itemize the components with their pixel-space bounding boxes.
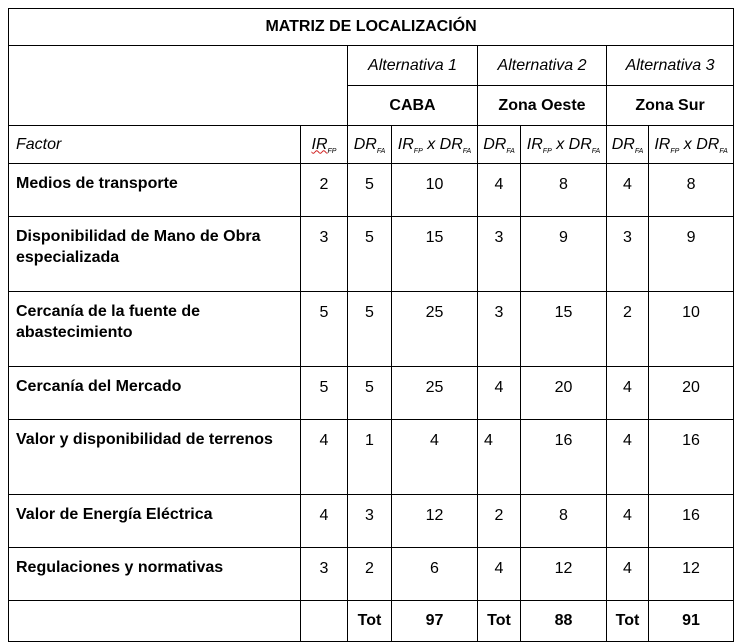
product-cell-alt3: 12: [649, 548, 734, 601]
total-label-alt1: Tot: [348, 601, 392, 642]
factor-cell: Valor y disponibilidad de terrenos: [9, 420, 301, 495]
total-label-alt2: Tot: [478, 601, 521, 642]
ir-cell: 5: [301, 367, 348, 420]
dr-cell-alt3: 4: [607, 367, 649, 420]
dr-header-alt2: $DR_{FA}$: [478, 126, 521, 164]
ir-cell: 4: [301, 420, 348, 495]
dr-cell-alt3: 4: [607, 548, 649, 601]
dr-header-alt3: $DR_{FA}$: [607, 126, 649, 164]
factor-cell: Disponibilidad de Mano de Obra especializada: [9, 217, 301, 292]
dr-cell-alt2: 4: [478, 164, 521, 217]
alternative-2-label: Alternativa 2: [478, 46, 607, 86]
dr-cell-alt2: 3: [478, 217, 521, 292]
factor-cell: Regulaciones y normativas: [9, 548, 301, 601]
dr-cell-alt2: 2: [478, 495, 521, 548]
alternative-1-label: Alternativa 1: [348, 46, 478, 86]
alternative-3-label: Alternativa 3: [607, 46, 734, 86]
product-header-alt1: $IR_{FP}$ x $DR_{FA}$: [392, 126, 478, 164]
table-row: [9, 420, 734, 495]
totals-blank-factor: [9, 601, 301, 642]
table-row: [9, 367, 734, 420]
product-cell-alt2: 16: [521, 420, 607, 495]
dr-cell-alt3: 4: [607, 164, 649, 217]
product-cell-alt3: 10: [649, 292, 734, 367]
table-row: [9, 292, 734, 367]
product-cell-alt1: 6: [392, 548, 478, 601]
factor-header: Factor: [9, 126, 301, 164]
factor-cell: Medios de transporte: [9, 164, 301, 217]
matrix-title: MATRIZ DE LOCALIZACIÓN: [9, 9, 734, 46]
product-cell-alt3: 9: [649, 217, 734, 292]
product-header-alt3: $IR_{FP}$ x $DR_{FA}$: [649, 126, 734, 164]
total-value-alt3: 91: [649, 601, 734, 642]
dr-cell-alt1: 3: [348, 495, 392, 548]
ir-cell: 3: [301, 217, 348, 292]
product-cell-alt1: 15: [392, 217, 478, 292]
product-cell-alt1: 25: [392, 292, 478, 367]
table-row: [9, 548, 734, 601]
product-cell-alt3: 16: [649, 495, 734, 548]
total-value-alt2: 88: [521, 601, 607, 642]
table-row: [9, 164, 734, 217]
dr-cell-alt2: 4: [478, 548, 521, 601]
product-cell-alt1: 12: [392, 495, 478, 548]
ir-cell: 2: [301, 164, 348, 217]
product-cell-alt1: 10: [392, 164, 478, 217]
ir-cell: 4: [301, 495, 348, 548]
product-cell-alt2: 15: [521, 292, 607, 367]
product-cell-alt1: 4: [392, 420, 478, 495]
ir-header: $IR_{FP}$: [301, 126, 348, 164]
ir-cell: 3: [301, 548, 348, 601]
dr-cell-alt1: 5: [348, 292, 392, 367]
product-header-alt2: $IR_{FP}$ x $DR_{FA}$: [521, 126, 607, 164]
product-cell-alt1: 25: [392, 367, 478, 420]
dr-header-alt1: $DR_{FA}$: [348, 126, 392, 164]
alternative-2-place: Zona Oeste: [478, 86, 607, 126]
dr-cell-alt2: 4: [478, 420, 521, 495]
ir-cell: 5: [301, 292, 348, 367]
dr-cell-alt1: 5: [348, 164, 392, 217]
factor-cell: Cercanía de la fuente de abastecimiento: [9, 292, 301, 367]
factor-cell: Cercanía del Mercado: [9, 367, 301, 420]
product-cell-alt2: 20: [521, 367, 607, 420]
factor-cell: Valor de Energía Eléctrica: [9, 495, 301, 548]
total-label-alt3: Tot: [607, 601, 649, 642]
totals-row: [9, 601, 734, 642]
dr-cell-alt3: 3: [607, 217, 649, 292]
table-row: [9, 495, 734, 548]
product-cell-alt2: 8: [521, 164, 607, 217]
localization-matrix: [8, 8, 734, 642]
dr-cell-alt3: 4: [607, 420, 649, 495]
dr-cell-alt2: 3: [478, 292, 521, 367]
dr-cell-alt2: 4: [478, 367, 521, 420]
table-row: [9, 217, 734, 292]
alternative-1-place: CABA: [348, 86, 478, 126]
dr-cell-alt3: 4: [607, 495, 649, 548]
product-cell-alt2: 8: [521, 495, 607, 548]
header-blank-cell: [9, 46, 348, 126]
dr-cell-alt3: 2: [607, 292, 649, 367]
alternative-3-place: Zona Sur: [607, 86, 734, 126]
product-cell-alt2: 12: [521, 548, 607, 601]
dr-cell-alt1: 5: [348, 367, 392, 420]
dr-cell-alt1: 1: [348, 420, 392, 495]
dr-cell-alt1: 2: [348, 548, 392, 601]
totals-blank-ir: [301, 601, 348, 642]
product-cell-alt2: 9: [521, 217, 607, 292]
product-cell-alt3: 20: [649, 367, 734, 420]
product-cell-alt3: 16: [649, 420, 734, 495]
dr-cell-alt1: 5: [348, 217, 392, 292]
total-value-alt1: 97: [392, 601, 478, 642]
product-cell-alt3: 8: [649, 164, 734, 217]
